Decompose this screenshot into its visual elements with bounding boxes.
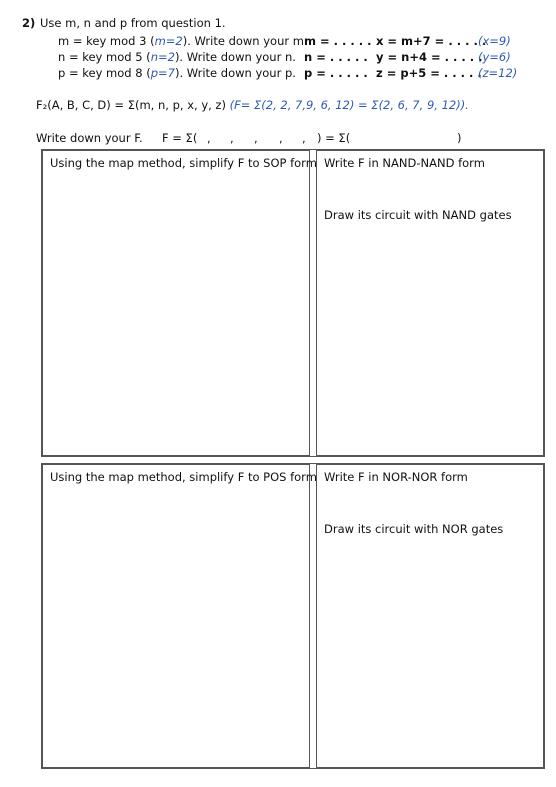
hint-y: (y=6) xyxy=(478,50,511,64)
answer-x[interactable]: x = m+7 = . . . . . xyxy=(376,34,487,48)
write-f-eq: F = Σ( xyxy=(162,131,198,145)
hint-z: (z=12) xyxy=(478,66,518,80)
question-number: 2) xyxy=(22,16,36,30)
answer-m[interactable]: m = . . . . . xyxy=(304,34,372,48)
pos-box-label: Using the map method, simplify F to POS form xyxy=(50,470,317,484)
nor-form-label: Write F in NOR-NOR form xyxy=(324,470,468,484)
write-f-sep-3: , xyxy=(254,131,258,145)
answer-y[interactable]: y = n+4 = . . . . . xyxy=(376,50,483,64)
write-f-label: Write down your F. xyxy=(36,131,143,145)
pos-box[interactable] xyxy=(42,464,317,768)
write-f-sep-1: , xyxy=(207,131,211,145)
nor-box[interactable] xyxy=(316,464,544,768)
function-example: (F= Σ(2, 2, 7,9, 6, 12) = Σ(2, 6, 7, 9, 12)). xyxy=(229,98,469,112)
sop-box[interactable] xyxy=(42,150,317,456)
definition-m: m = key mod 3 (m=2). Write down your m. xyxy=(58,34,308,48)
write-f-sep-5: , xyxy=(302,131,306,145)
sop-box-label: Using the map method, simplify F to SOP form xyxy=(50,156,317,170)
nor-circuit-label: Draw its circuit with NOR gates xyxy=(324,522,504,536)
nand-form-label: Write F in NAND-NAND form xyxy=(324,156,485,170)
question-intro: Use m, n and p from question 1. xyxy=(40,16,226,30)
write-f-sep-4: , xyxy=(279,131,283,145)
answer-z[interactable]: z = p+5 = . . . . . xyxy=(376,66,482,80)
definition-n: n = key mod 5 (n=2). Write down your n. xyxy=(58,50,296,64)
nand-circuit-label: Draw its circuit with NAND gates xyxy=(324,208,512,222)
function-main: F₂(A, B, C, D) = Σ(m, n, p, x, y, z) xyxy=(36,98,226,112)
write-f-final: ) xyxy=(457,131,462,145)
hint-x: (x=9) xyxy=(478,34,511,48)
write-f-sep-2: , xyxy=(230,131,234,145)
definition-p: p = key mod 8 (p=7). Write down your p. xyxy=(58,66,296,80)
function-definition xyxy=(36,98,469,112)
answer-p[interactable]: p = . . . . . xyxy=(304,66,368,80)
write-f-close: ) = Σ( xyxy=(317,131,351,145)
nand-box[interactable] xyxy=(316,150,544,456)
answer-n[interactable]: n = . . . . . xyxy=(304,50,368,64)
